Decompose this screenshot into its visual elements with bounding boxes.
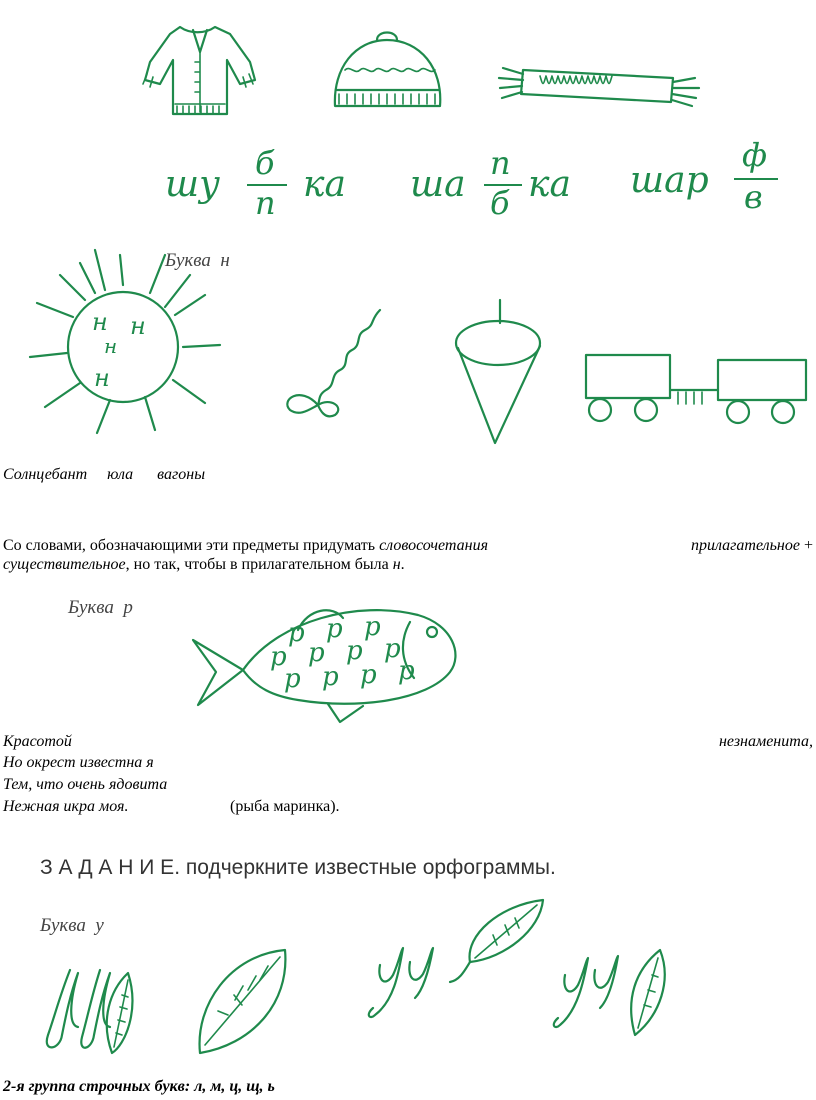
task-noun: существительное [3, 556, 126, 573]
letters-u-leaf-3 [365, 890, 555, 1025]
word-3-prefix: шар [630, 160, 709, 201]
poem-line-4: Нежная икра моя. [3, 798, 129, 815]
word-1-prefix: шу [165, 164, 220, 205]
poem-line-1-right: незнаменита, [718, 733, 813, 750]
word-2-denominator: б [490, 184, 510, 222]
word-2-prefix: ша [410, 164, 466, 205]
spinning-top-drawing [450, 298, 550, 448]
assignment-heading: З А Д А Н И Е. подчеркните известные орфограммы. [40, 856, 556, 879]
fish-letter-5: р [308, 638, 325, 668]
task-text-1: Со словами, обозначающими эти предметы придумать [3, 537, 380, 554]
task-adjective: прилагательное [691, 537, 800, 554]
shirt-drawing [135, 22, 265, 122]
letter-n-heading: Буква н [165, 250, 230, 271]
sun-letter-3: н [104, 334, 118, 358]
fish-letter-1: р [288, 618, 305, 648]
fish-letter-4: р [270, 642, 287, 672]
hat-drawing [325, 28, 450, 118]
task-paragraph [3, 536, 813, 574]
task-word-combinations: словосочетания [379, 537, 489, 554]
fish-letter-8: р [284, 664, 301, 694]
footer-group-caption: 2-я группа строчных букв: л, м, ц, щ, ь [3, 1078, 275, 1095]
poem-line-3: Тем, что очень ядовита [3, 776, 168, 793]
fish-letter-11: р [398, 656, 415, 686]
leaf-2 [190, 945, 300, 1060]
scarf-drawing [495, 60, 710, 110]
bow-drawing [280, 305, 390, 420]
fish-letter-6: р [346, 636, 363, 666]
fish-letter-9: р [322, 662, 339, 692]
letters-u-leaf-1 [30, 965, 145, 1065]
word-1-denominator: п [255, 184, 276, 222]
sun-drawing [25, 245, 225, 435]
word-2-numerator: п [490, 144, 511, 182]
fish-letter-7: р [384, 634, 401, 664]
poem-note: (рыба маринка). [230, 798, 340, 815]
poem-line-1-left: Красотой [3, 733, 72, 750]
task-letter-n: н [392, 556, 401, 573]
task-plus: + [799, 537, 813, 554]
word-2-suffix: ка [528, 164, 571, 205]
poem-line-2: Но окрест известна я [3, 754, 154, 771]
pictures-caption: Солнцебант юла вагоны [3, 466, 206, 483]
sun-letter-4: н [94, 364, 110, 392]
fish-letter-2: р [326, 614, 343, 644]
word-3-denominator: в [744, 178, 763, 216]
sun-letter-2: н [130, 312, 146, 340]
task-period: . [400, 556, 405, 573]
word-3-numerator: ф [742, 136, 768, 174]
task-text-2: , но так, чтобы в прилагательном была [125, 556, 393, 573]
wagons-drawing [578, 350, 813, 430]
letters-u-leaf-4 [550, 940, 675, 1045]
letter-u-heading: Буква у [40, 915, 104, 936]
sun-letter-1: н [92, 308, 108, 336]
letter-r-heading: Буква р [68, 597, 133, 618]
fish-letter-3: р [364, 612, 381, 642]
fish-letter-10: р [360, 660, 377, 690]
word-1-suffix: ка [303, 164, 346, 205]
word-1-numerator: б [255, 144, 275, 182]
